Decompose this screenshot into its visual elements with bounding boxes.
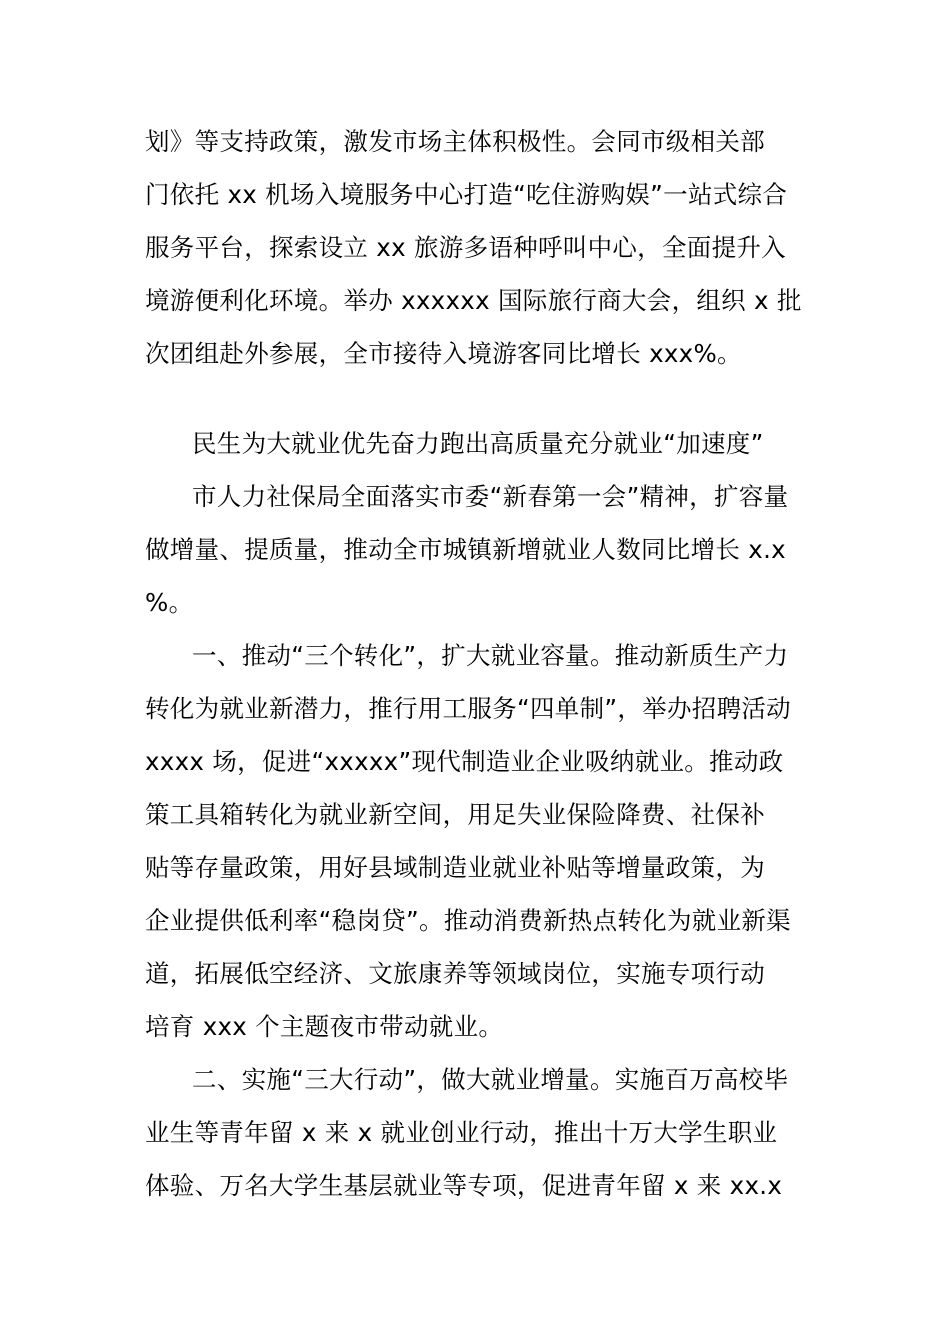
body-text-line: %。 — [145, 588, 194, 617]
body-text-line: 策工具箱转化为就业新空间，用足失业保险降费、社保补 — [145, 800, 765, 829]
body-text-line: 划》等支持政策，激发市场主体积极性。会同市级相关部 — [145, 127, 765, 156]
body-text-line: 门依托 xx 机场入境服务中心打造“吃住游购娱”一站式综合 — [145, 180, 788, 209]
body-text-line: 做增量、提质量，推动全市城镇新增就业人数同比增长 x.x — [145, 535, 786, 564]
paragraph-first-line: 市人力社保局全面落实市委“新春第一会”精神，扩容量 — [192, 482, 789, 511]
body-text-line: 体验、万名大学生基层就业等专项，促进青年留 x 来 xx.x — [145, 1171, 783, 1200]
body-text-line: 道，拓展低空经济、文旅康养等领域岗位，实施专项行动 — [145, 959, 765, 988]
body-text-line: 次团组赴外参展，全市接待入境游客同比增长 xxx%。 — [145, 339, 742, 368]
body-text-line: 服务平台，探索设立 xx 旅游多语种呼叫中心，全面提升入 — [145, 233, 786, 262]
body-text-line: xxxx 场，促进“xxxxx”现代制造业企业吸纳就业。推动政 — [145, 747, 784, 776]
body-text-line: 贴等存量政策，用好县域制造业就业补贴等增量政策，为 — [145, 853, 765, 882]
body-text-line: 培育 xxx 个主题夜市带动就业。 — [145, 1012, 504, 1041]
body-text-line: 境游便利化环境。举办 xxxxxx 国际旅行商大会，组织 x 批 — [145, 286, 802, 315]
section-heading: 民生为大就业优先奋力跑出高质量充分就业“加速度” — [192, 429, 764, 458]
paragraph-first-line: 一、推动“三个转化”，扩大就业容量。推动新质生产力 — [192, 641, 789, 670]
body-text-line: 转化为就业新潜力，推行用工服务“四单制”，举办招聘活动 — [145, 694, 791, 723]
body-text-line: 企业提供低利率“稳岗贷”。推动消费新热点转化为就业新渠 — [145, 906, 791, 935]
paragraph-first-line: 二、实施“三大行动”，做大就业增量。实施百万高校毕 — [192, 1065, 789, 1094]
body-text-line: 业生等青年留 x 来 x 就业创业行动，推出十万大学生职业 — [145, 1118, 778, 1147]
